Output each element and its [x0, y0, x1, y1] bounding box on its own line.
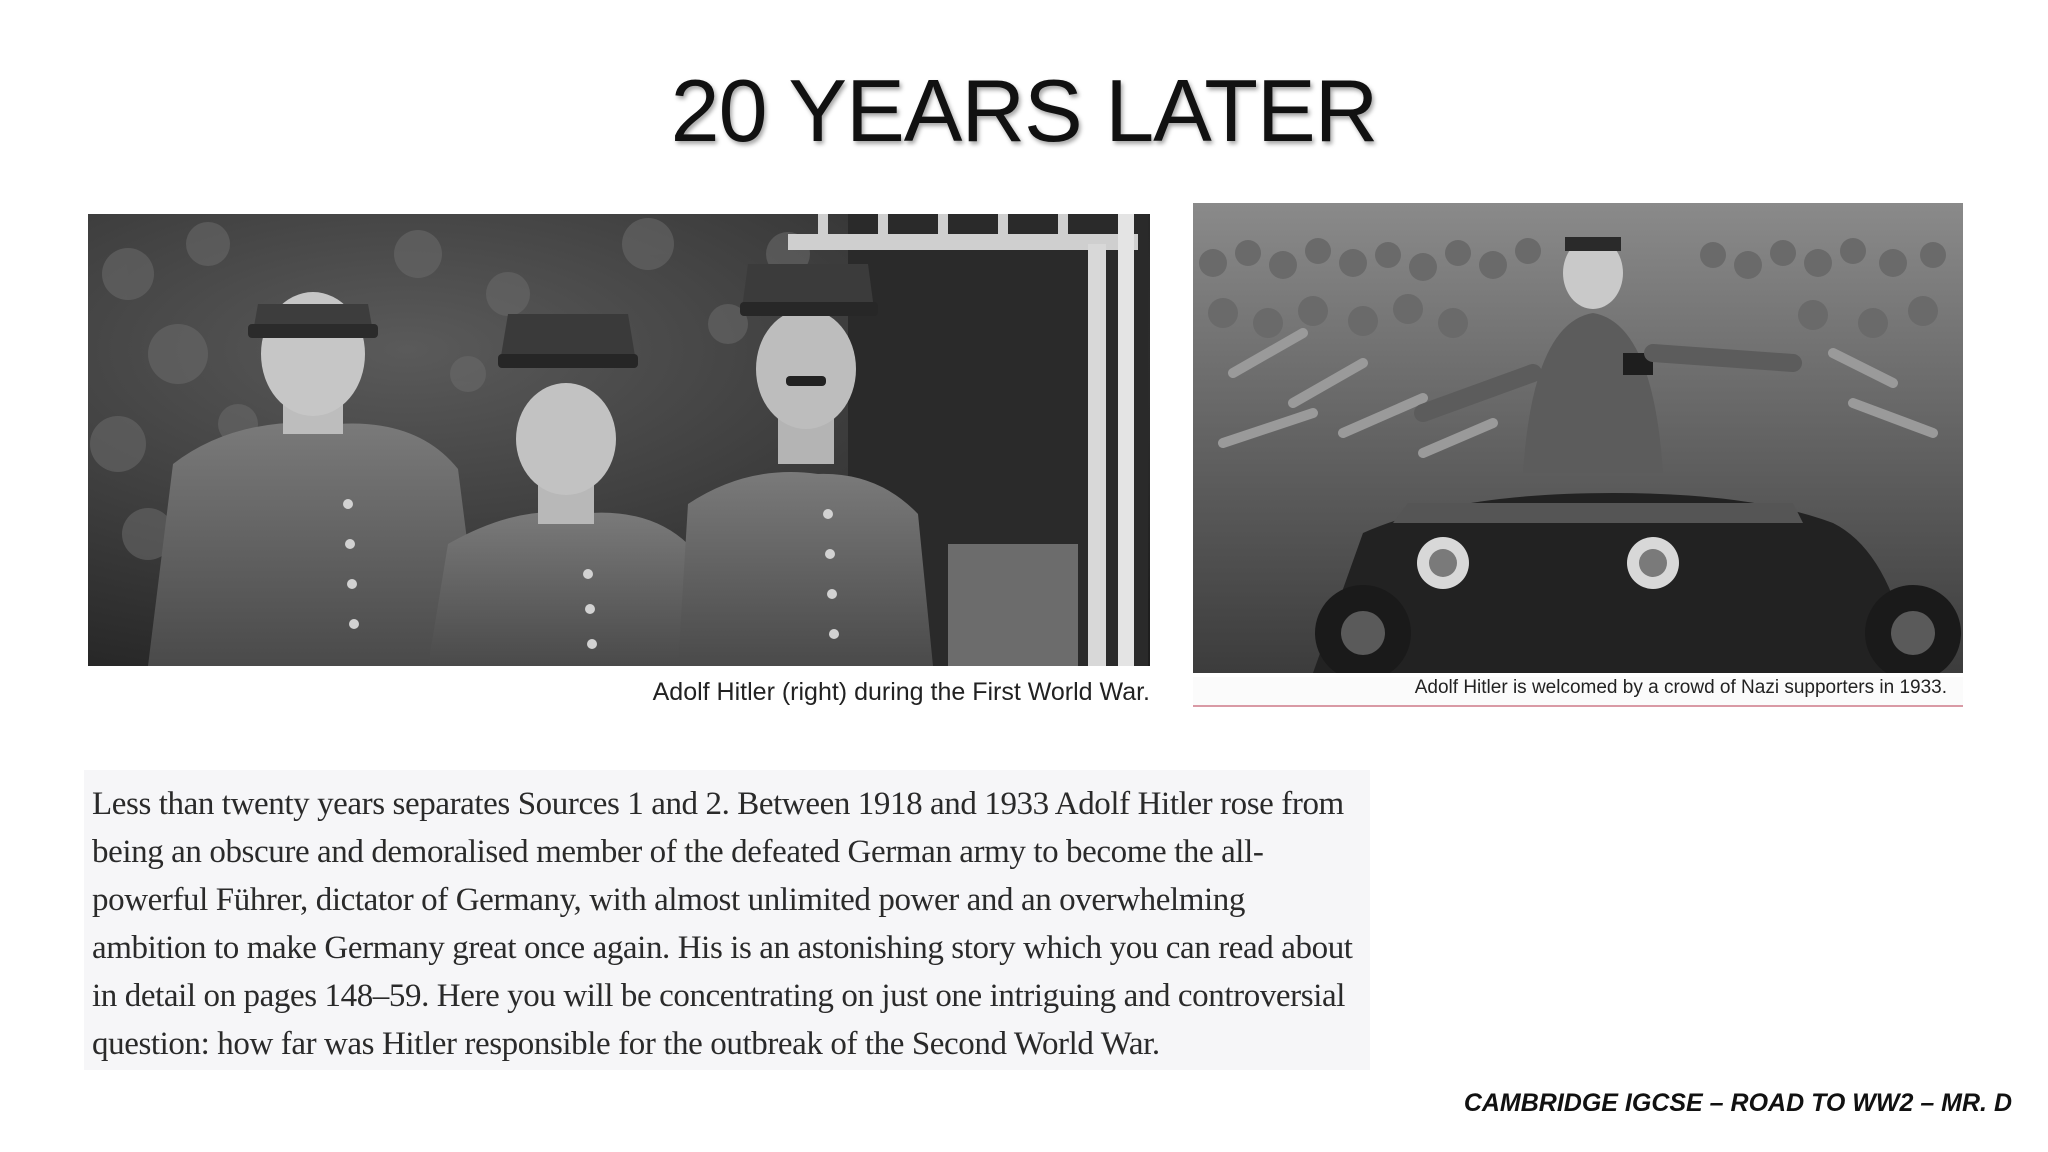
slide-title: 20 YEARS LATER	[670, 61, 1378, 160]
passage-box	[84, 770, 1370, 1070]
rally-crowd-photo	[1193, 203, 1963, 673]
rally-crowd-illustration	[1193, 203, 1963, 673]
wwi-soldiers-photo	[88, 214, 1150, 666]
rally-photo-caption: Adolf Hitler is welcomed by a crowd of Nazi supporters in 1933.	[1193, 677, 1963, 707]
wwi-photo-block	[88, 214, 1150, 707]
wwi-photo-caption: Adolf Hitler (right) during the First World War.	[652, 678, 1150, 706]
wwi-soldiers-illustration	[88, 214, 1150, 666]
slide-footer: CAMBRIDGE IGCSE – ROAD TO WW2 – MR. D	[1463, 1089, 2012, 1117]
rally-photo-block	[1193, 203, 1963, 707]
passage-text: Less than twenty years separates Sources 1 and 2. Between 1918 and 1933 Adolf Hitler rose from being an obscure and demoralised member of the defeated German army to become the all-powerful Führer, dictator of Germany, with almost unlimited power and an overwhelming ambition to make Germany great once again. His is an astonishing story which you can read about in detail on pages 148–59. Here you will be concentrating on just one intriguing and controversial question: how far was Hitler responsible for the outbreak of the Second World War.	[92, 786, 1353, 1062]
